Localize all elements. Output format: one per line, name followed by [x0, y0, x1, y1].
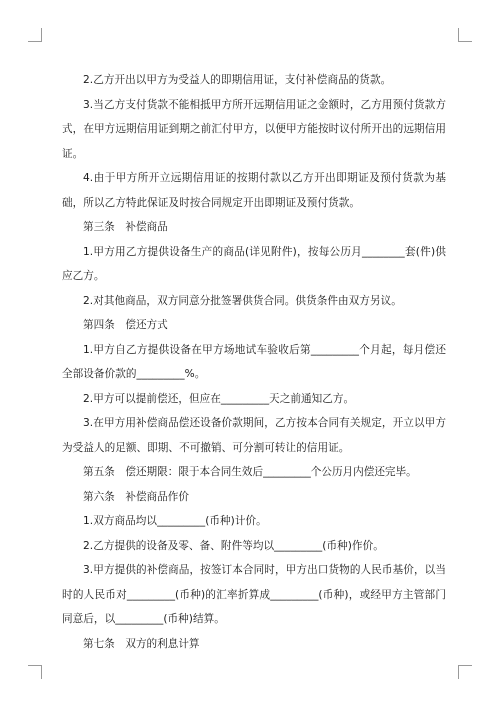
page-corner-mark-bottom-left [28, 665, 42, 679]
article-5-repayment-term: 第五条 偿还期限：限于本合同生效后_________个公历月内偿还完毕。 [83, 466, 417, 478]
paragraph-equipment-pricing: 2.乙方提供的设备及零、备、附件等均以_________(币种)作价。 [83, 539, 384, 552]
article-4-heading: 第四条 偿还方式 [83, 319, 168, 331]
paragraph-exchange-rate: 3.甲方提供的补偿商品，按签订本合同时，甲方出口货物的人民币基价，以当时的人民币对_________(币种)的汇率折算成_________(币种)，或经甲方主管部门同意后，以_________(币种)结算。 [62, 564, 446, 625]
paragraph-early-repayment: 2.甲方可以提前偿还，但应在_________天之前通知乙方。 [83, 392, 355, 405]
paragraph-other-goods: 2.对其他商品，双方同意分批签署供货合同。供货条件由双方另议。 [83, 294, 402, 307]
page-corner-mark-bottom-right [458, 665, 472, 679]
document-body [62, 68, 446, 656]
paragraph-repayment-start: 1.甲方自乙方提供设备在甲方场地试车验收后第_________个月起，每月偿还全部设备价款的_________%。 [62, 343, 446, 380]
page-corner-mark-top-left [28, 28, 42, 42]
paragraph-letter-of-credit: 3.在甲方用补偿商品偿还设备价款期间，乙方按本合同有关规定，开立以甲方为受益人的足额、即期、不可撤销、可分割可转让的信用证。 [62, 417, 446, 454]
article-7-heading: 第七条 双方的利息计算 [83, 637, 200, 650]
paragraph-advance-payment: 3.当乙方支付货款不能相抵甲方所开远期信用证之金额时，乙方用预付货款方式，在甲方远期信用证到期之前汇付甲方，以便甲方能按时议付所开出的远期信用证。 [62, 98, 446, 160]
article-3-heading: 第三条 补偿商品 [83, 221, 168, 233]
page-corner-mark-top-right [458, 28, 472, 42]
paragraph-pricing-currency: 1.双方商品均以_________(币种)计价。 [83, 515, 267, 527]
paragraph-monthly-supply: 1.甲方用乙方提供设备生产的商品(详见附件)，按每公历月________套(件)供应乙方。 [62, 245, 446, 282]
paragraph-lc-payment: 2.乙方开出以甲方为受益人的即期信用证，支付补偿商品的货款。 [83, 74, 392, 86]
paragraph-guarantee: 4.由于甲方所开立远期信用证的按期付款以乙方开出即期证及预付货款为基础，所以乙方特此保证及时按合同规定开出即期证及预付货款。 [62, 172, 446, 209]
article-6-heading: 第六条 补偿商品作价 [83, 490, 189, 503]
